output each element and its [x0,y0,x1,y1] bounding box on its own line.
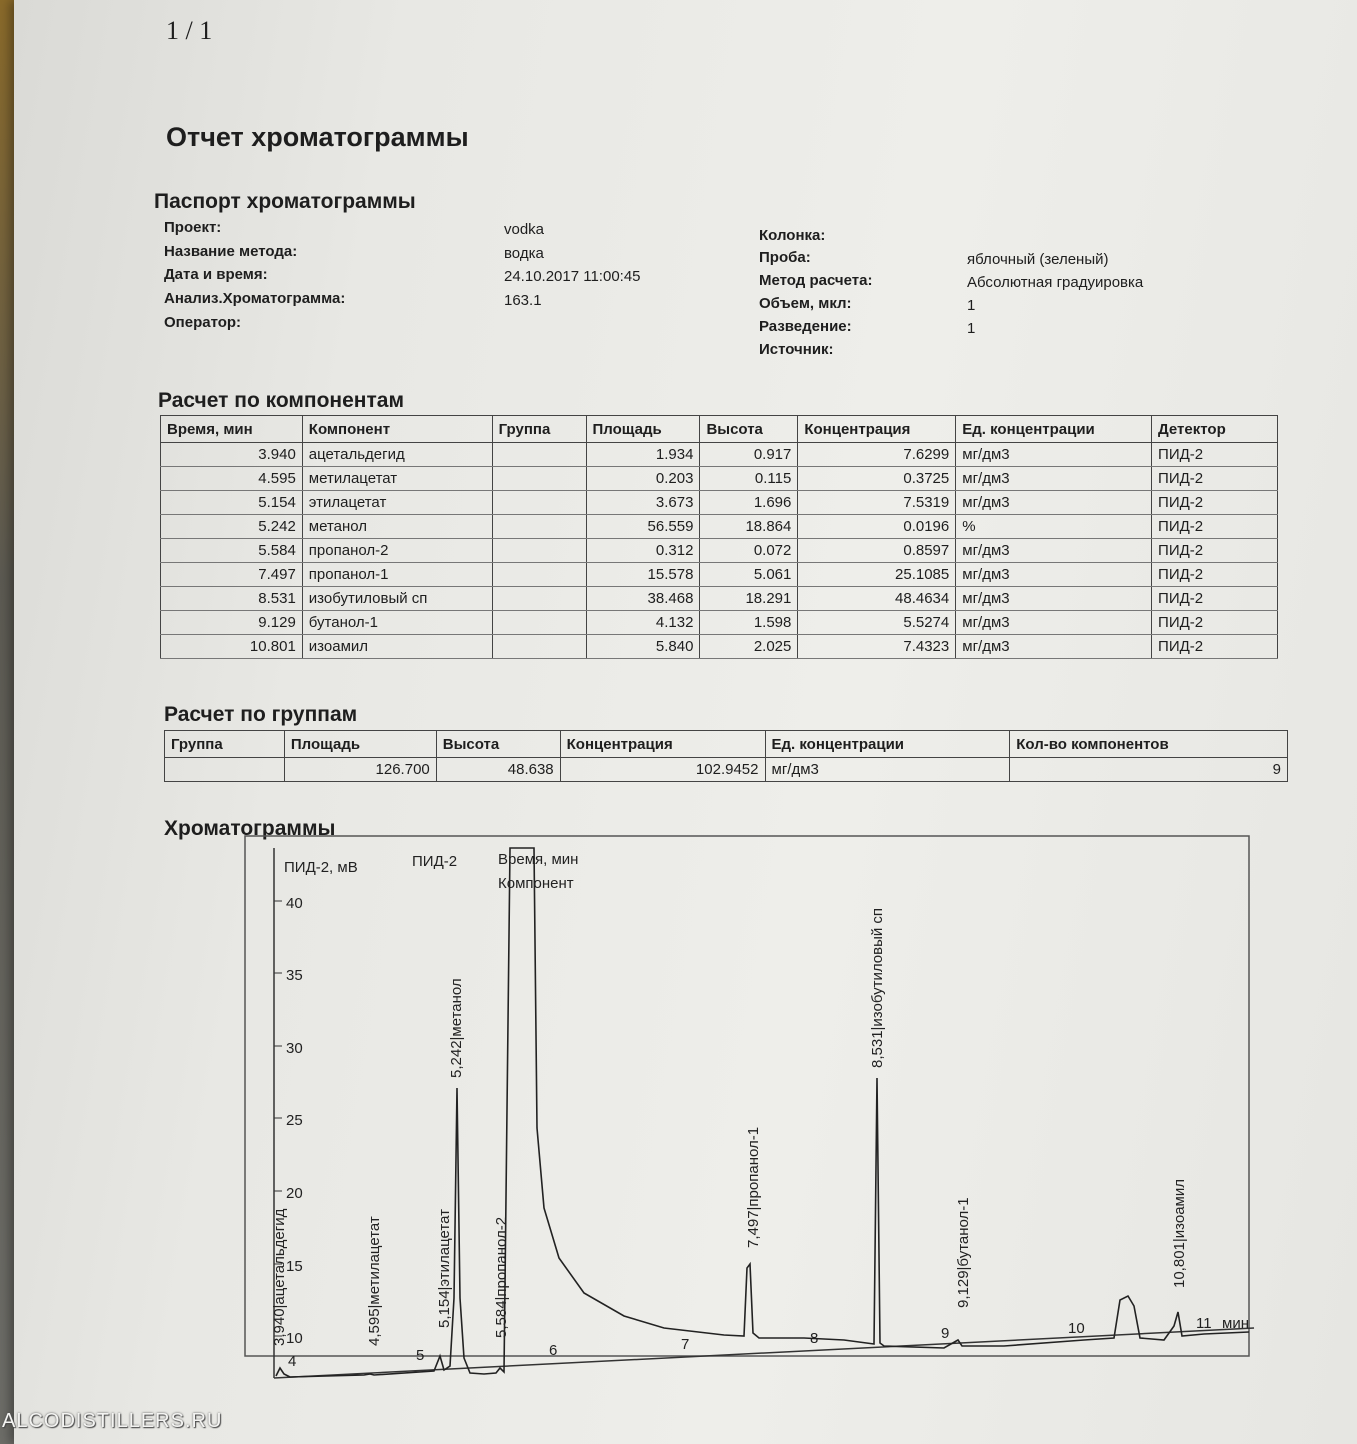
component-cell-group [492,515,586,539]
component-cell-component: этилацетат [302,491,492,515]
passport-label-dilution: Разведение: [759,318,852,335]
component-cell-time: 5.242 [161,515,303,539]
peak-label: 3,940|ацетальдегид [271,1208,288,1346]
peak-labels [271,908,1188,1346]
component-cell-detector: ПИД-2 [1152,491,1278,515]
y-tick-label: 25 [286,1112,303,1129]
component-cell-area: 56.559 [586,515,700,539]
col-header-component: Компонент [302,416,492,443]
component-cell-time: 8.531 [161,587,303,611]
component-cell-area: 0.203 [586,467,700,491]
x-tick-label: 6 [549,1342,558,1359]
report-page [14,0,1357,1444]
component-cell-detector: ПИД-2 [1152,635,1278,659]
component-cell-area: 4.132 [586,611,700,635]
y-tick-label: 30 [286,1040,303,1057]
passport-label-operator: Оператор: [164,314,242,331]
x-tick-label: 7 [681,1336,690,1353]
watermark: ALCODISTILLERS.RU [2,1410,223,1432]
component-cell-conc-unit: мг/дм3 [956,467,1152,491]
x-tick-label: 10 [1068,1320,1085,1337]
col-header-height: Высота [700,416,798,443]
component-cell-height: 1.696 [700,491,798,515]
peak-label: 9,129|бутанол-1 [955,1197,972,1308]
component-cell-detector: ПИД-2 [1152,467,1278,491]
groups-header-row [165,731,1288,758]
passport-label-column: Колонка: [759,227,826,244]
peak-label: 5,242|метанол [448,978,465,1078]
component-row [161,539,1278,563]
component-row [161,515,1278,539]
component-cell-concentration: 25.1085 [798,563,956,587]
component-cell-concentration: 0.8597 [798,539,956,563]
component-cell-height: 18.291 [700,587,798,611]
component-row [161,491,1278,515]
chromatogram-trace [276,848,1249,1377]
x-tick-label: 9 [941,1325,950,1342]
component-cell-group [492,611,586,635]
group-cell-concentration: 102.9452 [560,758,765,782]
peak-label: 10,801|изоамил [1171,1179,1188,1288]
x-tick-label: 4 [288,1353,297,1370]
y-tick-label: 20 [286,1185,303,1202]
detector-label: ПИД-2 [412,853,458,870]
report-title: Отчет хроматограммы [166,122,469,152]
component-cell-area: 5.840 [586,635,700,659]
col-header-group: Группа [492,416,586,443]
peak-label: 4,595|метилацетат [366,1216,383,1346]
passport-label-analysis: Анализ.Хроматограмма: [164,290,346,307]
component-cell-component: ацетальдегид [302,443,492,467]
groups-data-row [165,758,1288,782]
component-cell-area: 15.578 [586,563,700,587]
y-tick-label: 35 [286,967,303,984]
component-cell-group [492,467,586,491]
y-unit-label: ПИД-2, мВ [284,859,358,876]
components-header-row [161,416,1278,443]
x-tick-label: 8 [810,1330,819,1347]
y-tick-label: 15 [286,1258,303,1275]
component-cell-height: 5.061 [700,563,798,587]
col-header-area: Площадь [586,416,700,443]
group-header-area: Площадь [284,731,436,758]
component-cell-conc-unit: мг/дм3 [956,491,1152,515]
group-header-height: Высота [436,731,560,758]
x-ticks [288,1315,1249,1370]
component-cell-concentration: 7.4323 [798,635,956,659]
passport-value-project: vodka [504,221,545,238]
component-cell-time: 5.584 [161,539,303,563]
component-cell-time: 9.129 [161,611,303,635]
component-cell-component: метилацетат [302,467,492,491]
component-cell-time: 5.154 [161,491,303,515]
chromatogram-plot [244,828,1264,1388]
component-cell-area: 0.312 [586,539,700,563]
peak-label: 8,531|изобутиловый сп [869,907,886,1068]
component-cell-height: 1.598 [700,611,798,635]
passport-value-analysis: 163.1 [504,292,542,309]
group-cell-conc-unit: мг/дм3 [765,758,1010,782]
col-header-conc-unit: Ед. концентрации [956,416,1152,443]
y-tick-label: 40 [286,895,303,912]
passport-value-method-name: водка [504,245,544,262]
component-cell-conc-unit: мг/дм3 [956,443,1152,467]
passport-label-datetime: Дата и время: [164,266,268,283]
component-cell-conc-unit: % [956,515,1152,539]
component-cell-concentration: 0.0196 [798,515,956,539]
component-row [161,635,1278,659]
component-cell-time: 7.497 [161,563,303,587]
component-cell-time: 10.801 [161,635,303,659]
passport-value-dilution: 1 [967,320,976,337]
component-cell-component: пропанол-2 [302,539,492,563]
component-cell-component: изоамил [302,635,492,659]
component-cell-detector: ПИД-2 [1152,611,1278,635]
components-table [160,415,1278,659]
group-header-conc-unit: Ед. концентрации [765,731,1010,758]
component-cell-detector: ПИД-2 [1152,539,1278,563]
component-cell-group [492,587,586,611]
component-row [161,443,1278,467]
component-cell-conc-unit: мг/дм3 [956,563,1152,587]
page-number: 1 / 1 [166,16,213,45]
peak-legend-time: Время, мин [498,851,579,868]
col-header-detector: Детектор [1152,416,1278,443]
component-cell-component: пропанол-1 [302,563,492,587]
peak-legend-component: Компонент [498,875,574,892]
passport-label-volume: Объем, мкл: [759,295,852,312]
component-cell-component: изобутиловый сп [302,587,492,611]
component-cell-concentration: 0.3725 [798,467,956,491]
component-cell-height: 0.917 [700,443,798,467]
component-cell-conc-unit: мг/дм3 [956,611,1152,635]
components-table-body [161,443,1278,659]
component-cell-concentration: 48.4634 [798,587,956,611]
component-cell-detector: ПИД-2 [1152,443,1278,467]
y-tick-label: 10 [286,1330,303,1347]
component-cell-component: бутанол-1 [302,611,492,635]
groups-table [164,730,1288,782]
group-cell-height: 48.638 [436,758,560,782]
component-cell-area: 3.673 [586,491,700,515]
component-cell-time: 4.595 [161,467,303,491]
component-cell-height: 2.025 [700,635,798,659]
passport-value-datetime: 24.10.2017 11:00:45 [504,268,641,285]
passport-value-calc-method: Абсолютная градуировка [967,274,1144,291]
component-row [161,467,1278,491]
group-cell-group [165,758,285,782]
component-row [161,611,1278,635]
group-header-group: Группа [165,731,285,758]
col-header-time: Время, мин [161,416,303,443]
chromatogram-title: Хроматограммы [164,817,336,840]
component-row [161,587,1278,611]
passport-label-method-name: Название метода: [164,243,298,260]
x-tick-label: 11 [1196,1315,1212,1332]
component-cell-detector: ПИД-2 [1152,587,1278,611]
component-cell-detector: ПИД-2 [1152,563,1278,587]
group-cell-count: 9 [1010,758,1288,782]
col-header-concentration: Концентрация [798,416,956,443]
x-unit-label: мин [1222,1315,1249,1332]
group-header-count: Кол-во компонентов [1010,731,1288,758]
component-cell-concentration: 5.5274 [798,611,956,635]
passport-title: Паспорт хроматограммы [154,190,416,213]
passport-value-sample: яблочный (зеленый) [967,251,1109,268]
component-cell-concentration: 7.5319 [798,491,956,515]
group-header-concentration: Концентрация [560,731,765,758]
peak-label: 5,154|этилацетат [436,1209,453,1328]
component-cell-area: 38.468 [586,587,700,611]
component-cell-group [492,491,586,515]
passport-value-volume: 1 [967,297,976,314]
component-cell-group [492,443,586,467]
component-cell-conc-unit: мг/дм3 [956,539,1152,563]
groups-title: Расчет по группам [164,703,358,726]
x-tick-label: 5 [416,1347,425,1364]
component-cell-height: 0.115 [700,467,798,491]
component-cell-area: 1.934 [586,443,700,467]
peak-label: 7,497|пропанол-1 [745,1126,762,1248]
component-cell-group [492,635,586,659]
component-cell-group [492,563,586,587]
component-row [161,563,1278,587]
component-cell-group [492,539,586,563]
passport-label-sample: Проба: [759,249,811,266]
passport-label-project: Проект: [164,219,222,236]
component-cell-detector: ПИД-2 [1152,515,1278,539]
component-cell-conc-unit: мг/дм3 [956,635,1152,659]
component-cell-time: 3.940 [161,443,303,467]
peak-label: 5,584|пропанол-2 [493,1216,510,1338]
component-cell-conc-unit: мг/дм3 [956,587,1152,611]
component-cell-height: 18.864 [700,515,798,539]
component-cell-concentration: 7.6299 [798,443,956,467]
passport-label-source: Источник: [759,341,834,358]
component-cell-component: метанол [302,515,492,539]
components-title: Расчет по компонентам [158,389,404,412]
component-cell-height: 0.072 [700,539,798,563]
passport-label-calc-method: Метод расчета: [759,272,873,289]
group-cell-area: 126.700 [284,758,436,782]
